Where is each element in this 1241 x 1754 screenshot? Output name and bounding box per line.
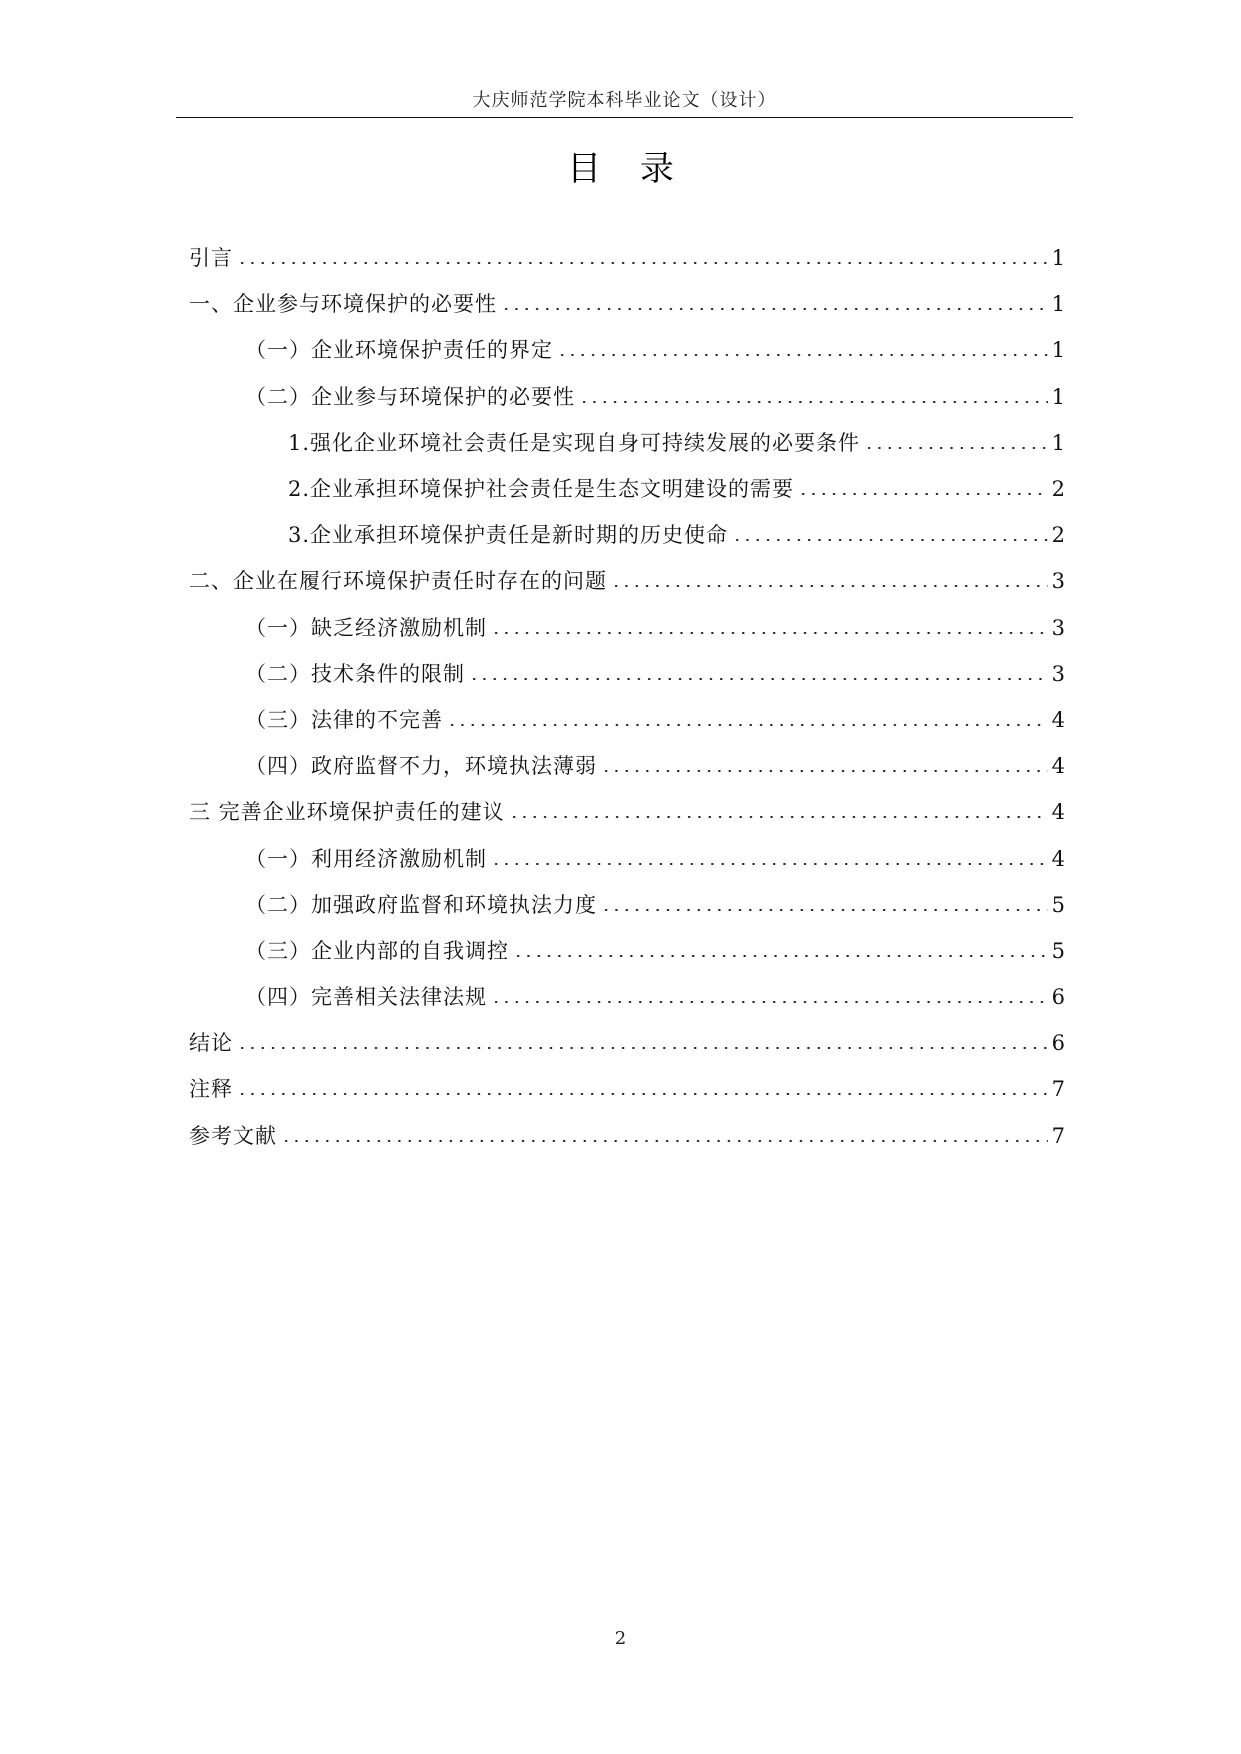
toc-dot-leader	[513, 955, 1048, 957]
toc-page-number: 1	[1051, 384, 1065, 409]
toc-entry-label: 一、企业参与环境保护的必要性	[189, 292, 497, 317]
toc-entry[interactable]	[189, 281, 1065, 327]
toc-dot-leader	[281, 1140, 1048, 1142]
toc-entry[interactable]	[189, 466, 1065, 512]
toc-entry-label: （四）政府监督不力，环境执法薄弱	[245, 754, 597, 779]
toc-entry-label: （四）完善相关法律法规	[245, 985, 487, 1010]
running-header: 大庆师范学院本科毕业论文（设计）	[472, 90, 777, 111]
toc-dot-leader	[509, 816, 1048, 818]
toc-dot-leader	[501, 308, 1048, 310]
toc-dot-leader	[491, 1001, 1048, 1003]
toc-dot-leader	[469, 678, 1048, 680]
toc-page-number: 1	[1051, 246, 1065, 271]
toc-entry[interactable]	[189, 1020, 1065, 1066]
toc-dot-leader	[447, 724, 1048, 726]
toc-page-number: 1	[1051, 430, 1065, 455]
toc-page-number: 3	[1051, 615, 1065, 640]
toc-title: 目 录	[567, 149, 688, 189]
toc-dot-leader	[237, 1047, 1048, 1049]
toc-entry-label: （三）企业内部的自我调控	[245, 938, 509, 963]
toc-dot-leader	[557, 354, 1048, 356]
toc-entry-label: 结论	[189, 1031, 233, 1056]
toc-page-number: 3	[1051, 661, 1065, 686]
toc-entry[interactable]	[189, 928, 1065, 974]
toc-entry-label: 二、企业在履行环境保护责任时存在的问题	[189, 569, 607, 594]
toc-entry-label: （一）企业环境保护责任的界定	[245, 338, 553, 363]
toc-page-number: 4	[1051, 800, 1065, 825]
toc-page-number: 2	[1051, 523, 1065, 548]
toc-page-number: 2	[1051, 477, 1065, 502]
toc-dot-leader	[237, 262, 1048, 264]
toc-entry[interactable]	[189, 327, 1065, 373]
toc-dot-leader	[237, 1093, 1048, 1095]
toc-entry-label: 引言	[189, 246, 233, 271]
toc-entry[interactable]	[189, 558, 1065, 604]
toc-page-number: 1	[1051, 338, 1065, 363]
toc-entry-label: （二）加强政府监督和环境执法力度	[245, 892, 597, 917]
toc-page-number: 4	[1051, 846, 1065, 871]
toc-dot-leader	[491, 632, 1048, 634]
toc-page-number: 4	[1051, 707, 1065, 732]
toc-page-number: 7	[1051, 1123, 1065, 1148]
toc-entry[interactable]	[189, 605, 1065, 651]
toc-entry[interactable]	[189, 651, 1065, 697]
page-number: 2	[614, 1628, 627, 1649]
toc-entry[interactable]	[189, 420, 1065, 466]
toc-entry-label: （三）法律的不完善	[245, 707, 443, 732]
toc-entry[interactable]	[189, 835, 1065, 881]
toc-entry-label: 2.企业承担环境保护社会责任是生态文明建设的需要	[288, 477, 795, 502]
toc-entry[interactable]	[189, 974, 1065, 1020]
toc-entry-label: 三 完善企业环境保护责任的建议	[189, 800, 505, 825]
toc-page-number: 6	[1051, 985, 1065, 1010]
toc-dot-leader	[864, 447, 1048, 449]
toc-entry[interactable]	[189, 235, 1065, 281]
toc-page-number: 5	[1051, 938, 1065, 963]
toc-page-number: 7	[1051, 1077, 1065, 1102]
toc-entry-label: （二）技术条件的限制	[245, 661, 465, 686]
toc-page-number: 4	[1051, 754, 1065, 779]
toc-page-number: 6	[1051, 1031, 1065, 1056]
toc-entry[interactable]	[189, 697, 1065, 743]
toc-dot-leader	[732, 539, 1048, 541]
toc-entry[interactable]	[189, 1066, 1065, 1112]
toc-page-number: 3	[1051, 569, 1065, 594]
toc-dot-leader	[491, 863, 1048, 865]
toc-dot-leader	[601, 770, 1048, 772]
toc-dot-leader	[798, 493, 1048, 495]
toc-entry-label: （一）利用经济激励机制	[245, 846, 487, 871]
toc-dot-leader	[579, 401, 1048, 403]
header-rule	[176, 117, 1073, 118]
toc-entry[interactable]	[189, 882, 1065, 928]
toc-dot-leader	[601, 909, 1048, 911]
toc-entry[interactable]	[189, 743, 1065, 789]
table-of-contents	[189, 235, 1065, 1159]
toc-entry-label: 注释	[189, 1077, 233, 1102]
toc-page-number: 1	[1051, 292, 1065, 317]
toc-entry-label: （一）缺乏经济激励机制	[245, 615, 487, 640]
toc-entry[interactable]	[189, 374, 1065, 420]
toc-entry[interactable]	[189, 512, 1065, 558]
toc-page-number: 5	[1051, 892, 1065, 917]
toc-entry-label: （二）企业参与环境保护的必要性	[245, 384, 575, 409]
toc-entry[interactable]	[189, 1113, 1065, 1159]
toc-dot-leader	[611, 585, 1048, 587]
toc-entry[interactable]	[189, 789, 1065, 835]
toc-entry-label: 3.企业承担环境保护责任是新时期的历史使命	[288, 523, 729, 548]
toc-entry-label: 1.强化企业环境社会责任是实现自身可持续发展的必要条件	[288, 430, 861, 455]
toc-entry-label: 参考文献	[189, 1123, 277, 1148]
